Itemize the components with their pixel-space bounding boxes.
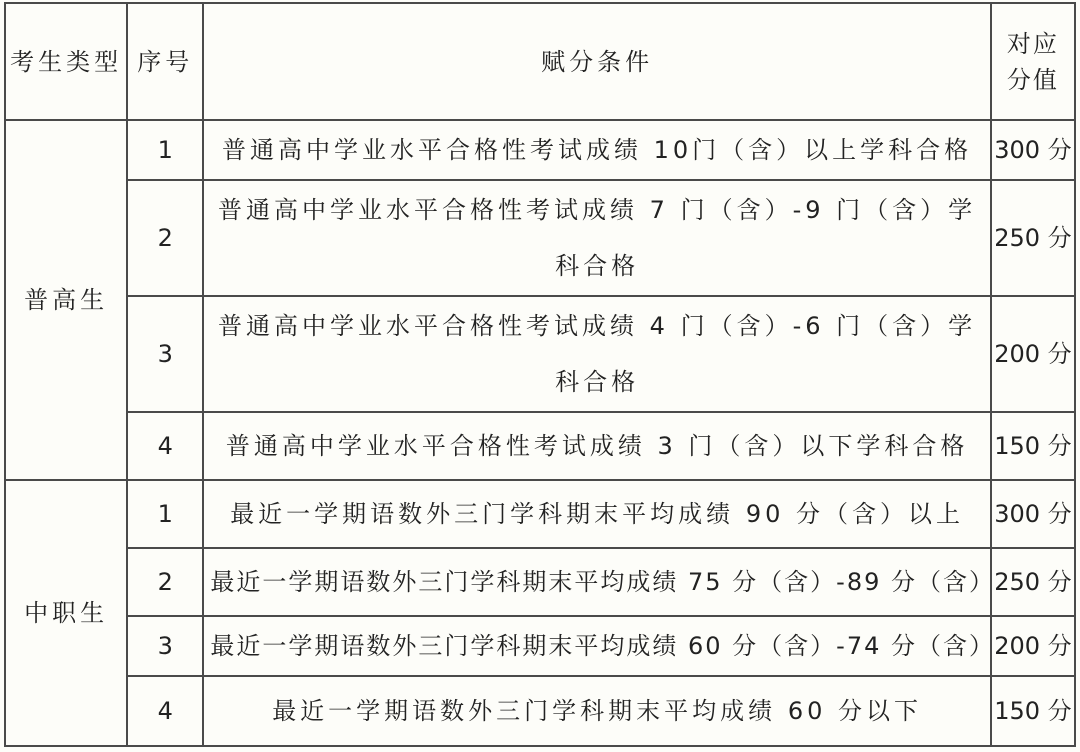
row-number: 3 — [127, 296, 203, 412]
row-number: 2 — [127, 180, 203, 296]
table-row — [5, 548, 1075, 616]
table-row — [5, 180, 1075, 296]
row-number: 1 — [127, 480, 203, 548]
header-type: 考生类型 — [5, 3, 127, 120]
condition-cell: 最近一学期语数外三门学科期末平均成绩 75 分（含）-89 分（含） — [203, 548, 990, 616]
student-type-cell: 中职生 — [5, 480, 127, 746]
row-number: 3 — [127, 616, 203, 676]
score-cell: 250 分 — [991, 180, 1075, 296]
condition-cell: 最近一学期语数外三门学科期末平均成绩 90 分（含）以上 — [203, 480, 990, 548]
header-condition: 赋分条件 — [203, 3, 990, 120]
score-cell: 300 分 — [991, 120, 1075, 180]
header-score-line2: 分值 — [1006, 65, 1059, 94]
score-cell: 150 分 — [991, 676, 1075, 746]
row-number: 2 — [127, 548, 203, 616]
table-row — [5, 676, 1075, 746]
condition-cell: 最近一学期语数外三门学科期末平均成绩 60 分以下 — [203, 676, 990, 746]
condition-cell: 普通高中学业水平合格性考试成绩 10门（含）以上学科合格 — [203, 120, 990, 180]
header-row — [5, 3, 1075, 120]
score-cell: 300 分 — [991, 480, 1075, 548]
condition-cell: 最近一学期语数外三门学科期末平均成绩 60 分（含）-74 分（含） — [203, 616, 990, 676]
table-row — [5, 412, 1075, 480]
header-score-line1: 对应 — [1006, 29, 1059, 58]
header-no: 序号 — [127, 3, 203, 120]
row-number: 1 — [127, 120, 203, 180]
row-number: 4 — [127, 676, 203, 746]
condition-cell: 普通高中学业水平合格性考试成绩 7 门（含）-9 门（含）学科合格 — [203, 180, 990, 296]
scoring-table — [4, 2, 1076, 747]
row-number: 4 — [127, 412, 203, 480]
condition-cell: 普通高中学业水平合格性考试成绩 3 门（含）以下学科合格 — [203, 412, 990, 480]
header-score — [991, 3, 1075, 120]
student-type-cell: 普高生 — [5, 120, 127, 480]
score-cell: 200 分 — [991, 616, 1075, 676]
score-cell: 150 分 — [991, 412, 1075, 480]
score-cell: 200 分 — [991, 296, 1075, 412]
table-row — [5, 120, 1075, 180]
condition-cell: 普通高中学业水平合格性考试成绩 4 门（含）-6 门（含）学科合格 — [203, 296, 990, 412]
score-cell: 250 分 — [991, 548, 1075, 616]
table-row — [5, 480, 1075, 548]
table-row — [5, 616, 1075, 676]
table-row — [5, 296, 1075, 412]
